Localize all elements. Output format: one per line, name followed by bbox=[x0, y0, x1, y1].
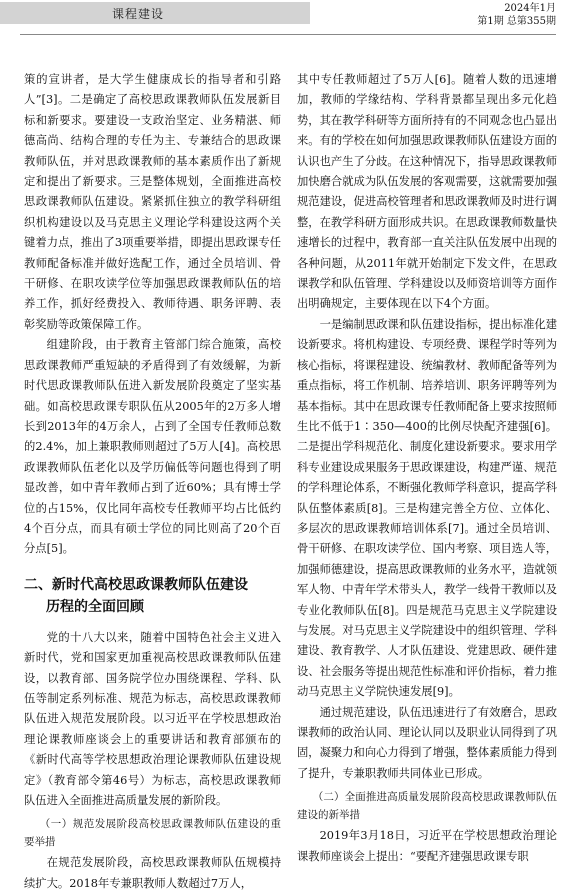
paragraph: 一是编制思政课和队伍建设指标，提出标准化建设新要求。将机构建设、专项经费、课程学时等列为核心指标，将课程建设、统编教材、教师配备等列为重点指标，将工作机制、培养培训、职务评聘等列为基本指标。其中在思政课专任教师配备上要求按照师生比不低于1∶350—400的比例尽快配齐建强[6]。二是提出学科规范化、制度化建设新要求。要求用学科专业建设成果服务于思政课建设，构建严谨、规范的学科理论体系，不断强化教师学科意识，提高学科队伍整体素质[8]。三是构建完善全方位、立体化、多层次的思政课教师培训体系[7]。通过全员培训、骨干研修、在职攻读学位、国内考察、项目选人等，加强师德建设，提高思政课教师的业务水平，造就领军人物、中青年学术带头人，教学一线骨干教师以及专业化教师队伍[8]。四是规范马克思主义学院建设与发展。对马克思主义学院建设中的组织管理、学科建设、教育教学、人才队伍建设、党建思政、硬件建设、社会服务等提出规范性标准和评价指标，着力推动马克思主义学院快速发展[9]。 bbox=[297, 317, 557, 699]
section-heading-line2: 历程的全面回顾 bbox=[46, 598, 144, 615]
section-title: 课程建设 bbox=[112, 7, 165, 21]
paragraph: 其中专任教师超过了5万人[6]。随着人数的迅速增加，教师的学缘结构、学科背景都呈现出多元化趋势，其在教学科研等方面所持有的不同观念也凸显出来。有的学校在如何加强思政课教师队伍建设方面的认识也产生了分歧。在这种情况下，指导思政课教师加快磨合就成为队伍发展的客观需要，这就需要加强规范建设，促进高校管理者和思政课教师及时进行调整，在教学科研方面形成共识。在思政课教师数量快速增长的过程中，教育部一直关注队伍发展中出现的各种问题，从2011年就开始制定下发文件，在思政课教学和队伍管理、学科建设以及师资培训等方面作出明确规定，主要体现在以下4个方面。 bbox=[297, 73, 557, 311]
header-bar bbox=[0, 2, 310, 24]
right-column bbox=[297, 70, 557, 867]
paragraph: 2019年3月18日，习近平在学校思想政治理论课教师座谈会上提出：“要配齐建强思政课专职 bbox=[297, 829, 557, 863]
paragraph: 通过规范建设，队伍迅速进行了有效磨合，思政课教师的政治认同、理论认同以及职业认同得到了巩固，凝聚力和向心力得到了增强，整体素质能力得到了提升，专兼职教师共同体业已形成。 bbox=[297, 705, 557, 780]
issue-date: 2024年1月 bbox=[504, 3, 556, 14]
left-column bbox=[24, 70, 281, 894]
issue-number: 第1期 总第355期 bbox=[477, 16, 556, 27]
issue-info bbox=[436, 2, 556, 28]
section-heading-line1: 二、新时代高校思政课教师队伍建设 bbox=[24, 576, 248, 593]
paragraph: 组建阶段，由于教育主管部门综合施策，高校思政课教师严重短缺的矛盾得到了有效缓解，为新时代思政课教师队伍进入新发展阶段奠定了坚实基础。如高校思政课专职队伍从2005年的2万多人增长到2013年的4万余人，占到了全国专任教师总数的2.4%，加上兼职教师则超过了5万人[4]。高校思政课教师队伍老化以及学历偏低等问题也得到了明显改善，如中青年教师占到了近60%；具有博士学位的占15%，仅比同年高校专任教师平均占比低约4个百分点，而具有硕士学位的同比则高了20个百分点[5]。 bbox=[24, 338, 281, 556]
subsection-heading: （一）规范发展阶段高校思政课教师队伍建设的重要举措 bbox=[24, 818, 281, 849]
paragraph: 在规范发展阶段，高校思政课教师队伍规模持续扩大。2018年专兼职教师人数超过7万人， bbox=[24, 856, 281, 890]
subsection-heading: （二）全面推进高质量发展阶段高校思政课教师队伍建设的新举措 bbox=[297, 791, 557, 822]
section-heading bbox=[24, 574, 281, 618]
header-divider bbox=[20, 34, 556, 35]
paragraph: 党的十八大以来，随着中国特色社会主义进入新时代，党和国家更加重视高校思政课教师队伍建设，以教育部、国务院学位办围绕课程、学科、队伍等制定系列标准、规范为标志，高校思政课教师队伍进入规范发展阶段。以习近平在学校思想政治理论课教师座谈会上的重要讲话和教育部颁布的《新时代高等学校思想政治理论课教师队伍建设规定》（教育部令第46号）为标志，高校思政课教师队伍进入全面推进高质量发展的新阶段。 bbox=[24, 630, 281, 807]
paragraph: 策的宣讲者，是大学生健康成长的指导者和引路人”[3]。二是确定了高校思政课教师队伍发展新目标和新要求。要建设一支政治坚定、业务精湛、师德高尚、结构合理的专任为主、专兼结合的思政课教师队伍，并对思政课教师的基本素质作出了新规定和提出了新要求。三是整体规划，全面推进高校思政课教师队伍建设。紧紧抓住独立的教学科研组织机构建设以及马克思主义理论学科建设这两个关键着力点，推出了3项重要举措，即提出思政课专任教师配备标准并做好选配工作，通过全员培训、骨干研修、在职攻读学位等加强思政课教师队伍的培养工作，抓好经费投入、教师待遇、职务评聘、表彰奖励等政策保障工作。 bbox=[24, 73, 281, 331]
